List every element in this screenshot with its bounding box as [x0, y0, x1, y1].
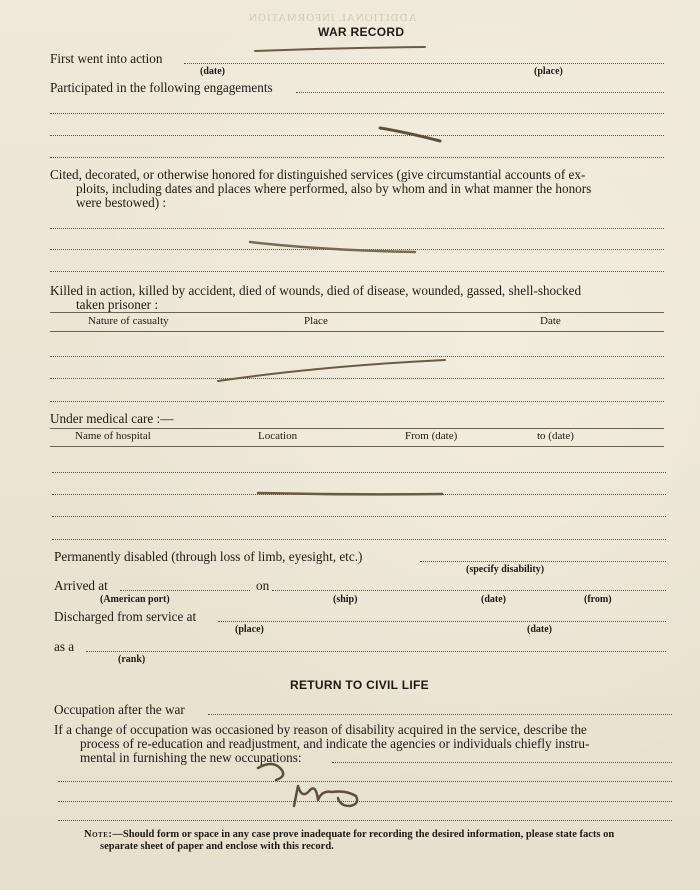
ink-scribble-occupation — [258, 764, 357, 806]
change-line-2: process of re-education and readjustment, and indicate the agencies or individuals chiefly instru- — [80, 736, 590, 752]
cited-line-c[interactable] — [50, 271, 664, 272]
engagements-line-3[interactable] — [50, 135, 664, 136]
casualty-header-rule-top — [50, 312, 664, 313]
casualty-col-place: Place — [304, 315, 328, 327]
arrived-from-caption: (from) — [584, 594, 612, 605]
cited-paragraph — [50, 168, 680, 211]
casualty-paragraph — [50, 284, 680, 312]
arrived-date-caption: (date) — [481, 594, 506, 605]
change-line-1: If a change of occupation was occasioned by reason of disability acquired in the service, describe the — [54, 722, 587, 737]
change-line-b[interactable] — [58, 781, 672, 782]
medical-header-rule-bottom — [50, 446, 664, 447]
cited-line-a[interactable] — [50, 228, 664, 229]
discharged-label: Discharged from service at — [54, 609, 197, 624]
medical-col-hospital: Name of hospital — [75, 430, 151, 442]
action-line[interactable] — [184, 63, 664, 64]
ink-stroke-cited — [250, 242, 415, 252]
engagements-line-2[interactable] — [50, 113, 664, 114]
occupation-label: Occupation after the war — [54, 702, 185, 717]
arrived-port-line[interactable] — [120, 590, 250, 591]
medical-line-1[interactable] — [52, 472, 666, 473]
rank-line[interactable] — [86, 651, 666, 652]
casualty-line-2: taken prisoner : — [76, 297, 159, 313]
change-line-d[interactable] — [58, 820, 672, 821]
medical-line-4[interactable] — [52, 539, 666, 540]
medical-col-location: Location — [258, 430, 298, 442]
medical-label: Under medical care :— — [50, 411, 174, 426]
discharged-line[interactable] — [218, 621, 666, 622]
bleed-through-text: ADDITIONAL INFORMATION — [248, 12, 417, 24]
rank-label: as a — [54, 639, 75, 654]
disabled-line[interactable] — [420, 561, 666, 562]
discharged-place-caption: (place) — [235, 624, 264, 635]
change-line-a[interactable] — [332, 762, 672, 763]
rank-caption: (rank) — [118, 654, 146, 665]
note-line-1: —Should form or space in any case prove inadequate for recording the desired information, please state facts on — [112, 829, 615, 840]
casualty-col-date: Date — [540, 315, 561, 327]
casualty-line-3-entry[interactable] — [50, 401, 664, 402]
page-title: WAR RECORD — [318, 25, 405, 39]
arrived-on-label: on — [256, 578, 270, 593]
arrived-ship-line[interactable] — [272, 590, 666, 591]
engagements-line-4[interactable] — [50, 157, 664, 158]
casualty-col-nature: Nature of casualty — [88, 315, 169, 327]
disabled-caption: (specify disability) — [466, 564, 545, 575]
note-line-2: separate sheet of paper and enclose with this record. — [100, 841, 334, 852]
change-line-c[interactable] — [58, 801, 672, 802]
action-label: First went into action — [50, 51, 163, 66]
engagements-label: Participated in the following engagements — [50, 80, 273, 95]
medical-line-2[interactable] — [52, 494, 666, 495]
medical-header-rule-top — [50, 428, 664, 429]
medical-line-3[interactable] — [52, 516, 666, 517]
action-place-caption: (place) — [534, 66, 563, 77]
footer-note — [84, 829, 684, 853]
casualty-line-1: Killed in action, killed by accident, died of wounds, died of disease, wounded, gassed, shell-shocked — [50, 283, 582, 298]
arrived-label: Arrived at — [54, 578, 108, 593]
cited-line-2: ploits, including dates and places where performed, also by whom and in what manner the honors — [76, 181, 592, 197]
casualty-header-rule-bottom — [50, 331, 664, 332]
discharged-date-caption: (date) — [527, 624, 552, 635]
engagements-line-1[interactable] — [296, 92, 664, 93]
change-paragraph — [54, 723, 684, 766]
ink-stroke-action — [255, 47, 425, 51]
action-date-caption: (date) — [200, 66, 225, 77]
arrived-port-caption: (American port) — [100, 594, 170, 605]
occupation-line[interactable] — [208, 714, 672, 715]
medical-col-to: to (date) — [537, 430, 574, 442]
note-prefix: Note: — [84, 829, 113, 840]
disabled-label: Permanently disabled (through loss of limb, eyesight, etc.) — [54, 549, 363, 564]
cited-line-3: were bestowed) : — [76, 195, 167, 211]
medical-col-from: From (date) — [405, 430, 458, 442]
change-line-3: mental in furnishing the new occupations: — [80, 750, 302, 766]
cited-line-1: Cited, decorated, or otherwise honored for distinguished services (give circumstantial accounts of ex- — [50, 167, 586, 182]
arrived-ship-caption: (ship) — [333, 594, 358, 605]
casualty-line-2-entry[interactable] — [50, 378, 664, 379]
casualty-line-1-entry[interactable] — [50, 356, 664, 357]
civil-life-heading: RETURN TO CIVIL LIFE — [290, 678, 429, 692]
cited-line-b[interactable] — [50, 249, 664, 250]
